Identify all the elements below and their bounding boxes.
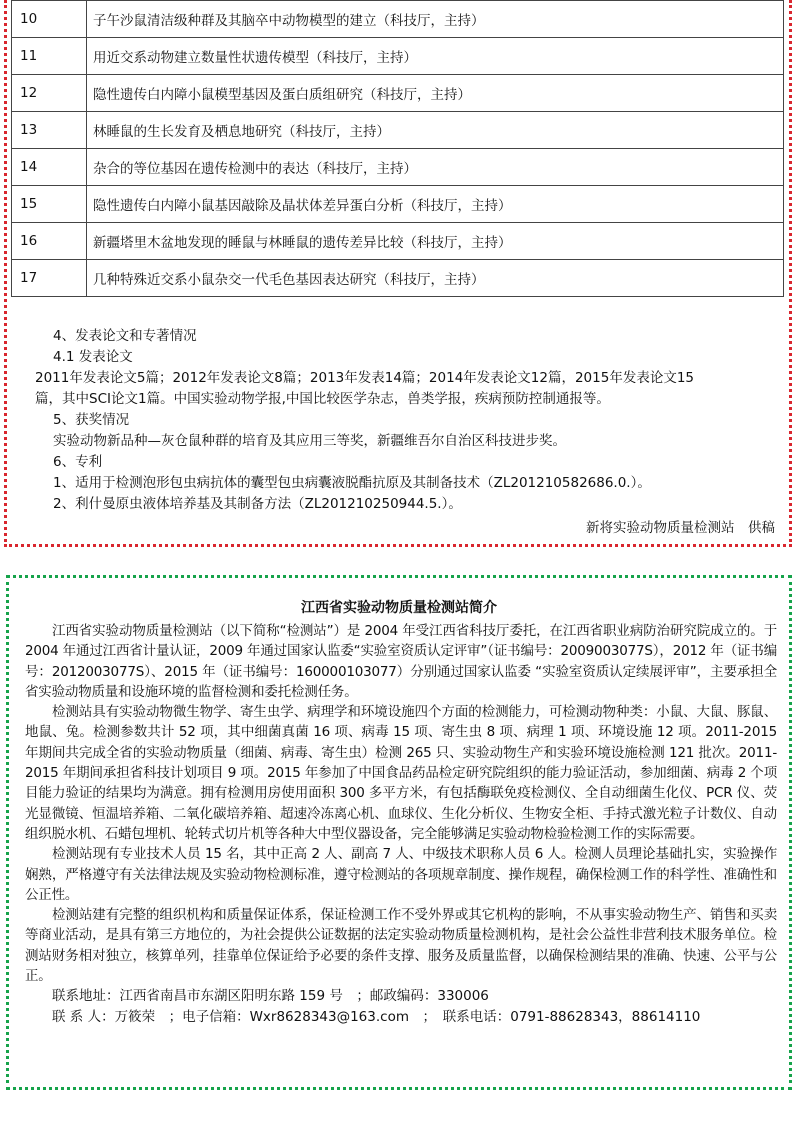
project-article-continuation xyxy=(4,0,792,547)
project-title: 隐性遗传白内障小鼠模型基因及蛋白质组研究（科技厅，主持） xyxy=(87,75,784,112)
papers-heading: 4、发表论文和专著情况 xyxy=(53,328,197,344)
table-row xyxy=(12,186,784,223)
awards-heading: 5、获奖情况 xyxy=(53,412,130,428)
project-table xyxy=(11,0,784,297)
intro-paragraph-1: 江西省实验动物质量检测站（以下简称“检测站”）是 2004 年受江西省科技厅委托，在江西省职业病防治研究院成立的。于 2004 年通过江西省计量认证，2009 年通过国家认监委“实验室资质认定评审”（证书编号：2009003077S），2012 年（证书编号：2012003077S）、2015 年（证书编号：160000103077）分别通过国家认监委 “实验室资质认定续展评审”，主要承担全省实验动物质量和设施环境的监督检测和委托检测任务。 xyxy=(25,623,777,700)
awards-text: 实验动物新品种—灰仓鼠种群的培育及其应用三等奖，新疆维吾尔自治区科技进步奖。 xyxy=(53,433,566,449)
project-title: 杂合的等位基因在遗传检测中的表达（科技厅，主持） xyxy=(87,149,784,186)
project-number: 17 xyxy=(12,260,87,297)
project-number: 13 xyxy=(12,112,87,149)
patents-heading: 6、专利 xyxy=(53,454,103,470)
papers-subheading: 4.1 发表论文 xyxy=(53,349,133,365)
project-number: 12 xyxy=(12,75,87,112)
intro-paragraph-4: 检测站建有完整的组织机构和质量保证体系，保证检测工作不受外界或其它机构的影响，不从事实验动物生产、销售和买卖等商业活动，是具有第三方地位的，为社会提供公证数据的法定实验动物质量检测机构，是社会公益性非营利技术服务单位。检测站财务相对独立，核算单列，挂靠单位保证给予必要的条件支撑、服务及质量监督，以确保检测结果的准确、快速、公平与公正。 xyxy=(25,907,777,985)
table-row xyxy=(12,260,784,297)
project-number: 11 xyxy=(12,38,87,75)
station-introduction-box xyxy=(6,575,792,1090)
project-title: 林睡鼠的生长发育及栖息地研究（科技厅，主持） xyxy=(87,112,784,149)
papers-text-line-2: 篇，其中SCI论文1篇。中国实验动物学报,中国比较医学杂志，兽类学报，疾病预防控制通报等。 xyxy=(35,391,610,407)
project-title: 隐性遗传白内障小鼠基因敲除及晶状体差异蛋白分析（科技厅，主持） xyxy=(87,186,784,223)
project-title: 用近交系动物建立数量性状遗传模型（科技厅，主持） xyxy=(87,38,784,75)
project-title: 新疆塔里木盆地发现的睡鼠与林睡鼠的遗传差异比较（科技厅，主持） xyxy=(87,223,784,260)
project-title: 几种特殊近交系小鼠杂交一代毛色基因表达研究（科技厅，主持） xyxy=(87,260,784,297)
project-number: 10 xyxy=(12,1,87,38)
table-row xyxy=(12,75,784,112)
papers-text-line-1: 2011年发表论文5篇；2012年发表论文8篇；2013年发表14篇；2014年发表论文12篇，2015年发表论文15 xyxy=(35,370,694,386)
table-row xyxy=(12,1,784,38)
table-row xyxy=(12,149,784,186)
contact-person: 联 系 人：万筱荣 ；电子信箱：Wxr8628343@163.com ； 联系电话：0791-88628343，88614110 xyxy=(52,1008,701,1025)
project-number: 16 xyxy=(12,223,87,260)
patent-item-2: 2、利什曼原虫液体培养基及其制备方法（ZL201210250944.5.）。 xyxy=(53,496,462,512)
intro-paragraph-3: 检测站现有专业技术人员 15 名，其中正高 2 人、副高 7 人、中级技术职称人员 6 人。检测人员理论基础扎实，实验操作娴熟，严格遵守有关法律法规及实验动物检测标准，遵守检测站的各项规章制度、操作规程，确保检测工作的科学性、准确性和公正性。 xyxy=(25,846,777,903)
article-sections xyxy=(7,326,789,539)
intro-paragraph-2: 检测站具有实验动物微生物学、寄生虫学、病理学和环境设施四个方面的检测能力，可检测动物种类：小鼠、大鼠、豚鼠、地鼠、兔。检测参数共计 52 项，其中细菌真菌 16 项、病毒 15 项、寄生虫 8 项、病理 1 项、环境设施 12 项。2011-2015 年期间共完成全省的实验动物质量（细菌、病毒、寄生虫）检测 265 只、实验动物生产和实验环境设施检测 121 批次。2011-2015 年期间承担省科技计划项目 9 项。2015 年参加了中国食品药品检定研究院组织的能力验证活动，参加细菌、病毒 2 个项目能力验证的结果均为满意。拥有检测用房使用面积 300 多平方米，有包括酶联免疫检测仪、全自动细菌生化仪、PCR 仪、荧光显微镜、恒温培养箱、二氧化碳培养箱、超速冷冻离心机、血球仪、生化分析仪、生物安全柜、手持式激光粒子计数仪、自动组织脱水机、石蜡包埋机、轮转式切片机等各种大中型仪器设备，完全能够满足实验动物检验检测工作的实际需要。 xyxy=(25,704,777,842)
table-row xyxy=(12,38,784,75)
project-number: 14 xyxy=(12,149,87,186)
project-number: 15 xyxy=(12,186,87,223)
intro-body xyxy=(9,618,789,1027)
table-row xyxy=(12,223,784,260)
project-title: 子午沙鼠清洁级种群及其脑卒中动物模型的建立（科技厅，主持） xyxy=(87,1,784,38)
intro-title: 江西省实验动物质量检测站简介 xyxy=(301,600,497,616)
patent-item-1: 1、适用于检测泡形包虫病抗体的囊型包虫病囊液脱酯抗原及其制备技术（ZL201210582686.0.）。 xyxy=(53,475,651,491)
article-signature: 新将实验动物质量检测站 供稿 xyxy=(586,520,775,536)
table-row xyxy=(12,112,784,149)
contact-address: 联系地址：江西省南昌市东湖区阳明东路 159 号 ；邮政编码：330006 xyxy=(52,988,489,1005)
